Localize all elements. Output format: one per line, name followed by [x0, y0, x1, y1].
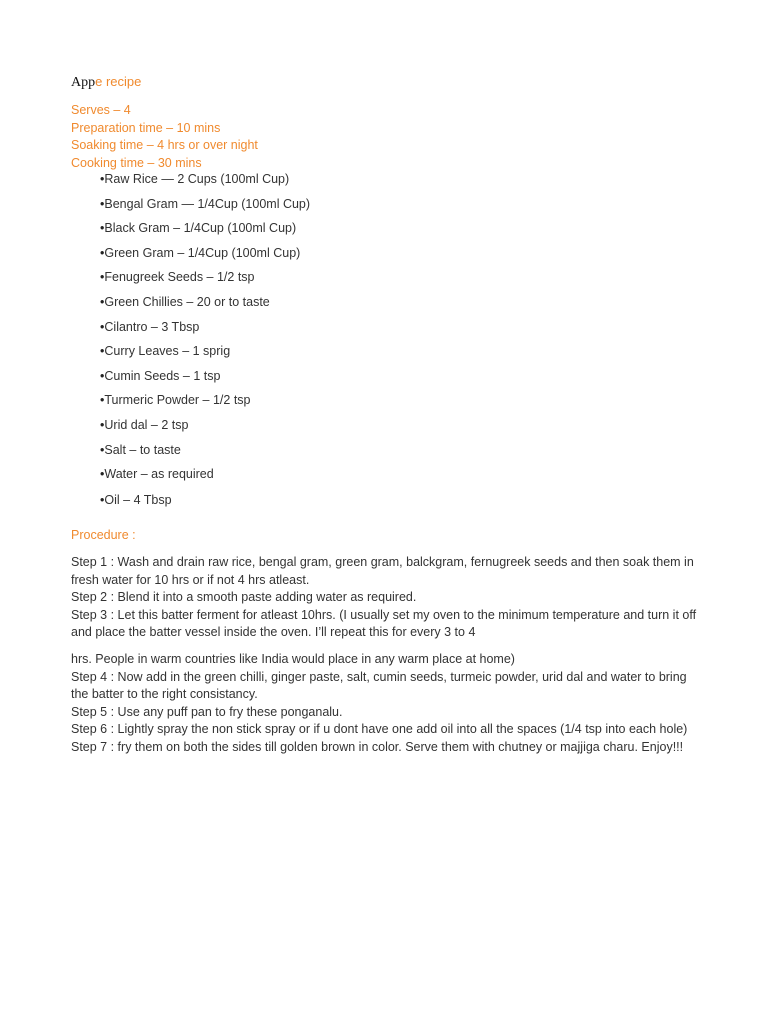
recipe-meta: [71, 102, 258, 172]
procedure-step-1: Step 1 : Wash and drain raw rice, bengal gram, green gram, balckgram, fernugreek seeds and then soak them in fresh water for 10 hrs or if not 4 hrs atleast.: [71, 555, 694, 587]
ingredient-text: Cilantro – 3 Tbsp: [104, 319, 200, 334]
procedure-steps-block-2: [71, 651, 701, 757]
bullet-icon: •: [100, 319, 105, 334]
bullet-icon: •: [100, 295, 105, 309]
ingredient-item: [100, 443, 181, 457]
ingredient-text: Water – as required: [104, 467, 214, 482]
procedure-step-7: Step 7 : fry them on both the sides till golden brown in color. Serve them with chutney or majjiga charu. Enjoy!!!: [71, 739, 684, 754]
bullet-icon: •: [100, 467, 105, 482]
procedure-step-5: Step 5 : Use any puff pan to fry these ponganalu.: [71, 704, 343, 719]
ingredient-text: Green Gram – 1/4Cup (100ml Cup): [104, 245, 301, 260]
bullet-icon: •: [100, 172, 105, 186]
ingredient-item: [100, 295, 270, 309]
procedure-step-3: Step 3 : Let this batter ferment for atleast 10hrs. (I usually set my oven to the minimum temperature and turn it off and place the batter vessel inside the oven. I’ll repeat this for every 3 to 4: [71, 607, 697, 640]
ingredient-text: Green Chillies – 20 or to taste: [104, 295, 270, 309]
ingredient-item: [100, 270, 255, 284]
bullet-icon: •: [100, 418, 105, 432]
procedure-step-3-continued: hrs. People in warm countries like India would place in any warm place at home): [71, 652, 515, 666]
ingredient-text: Urid dal – 2 tsp: [104, 418, 189, 432]
bullet-icon: •: [100, 245, 105, 260]
bullet-icon: •: [100, 493, 105, 507]
ingredient-text: Bengal Gram — 1/4Cup (100ml Cup): [104, 196, 311, 211]
ingredient-text: Raw Rice — 2 Cups (100ml Cup): [104, 172, 290, 186]
recipe-title: [71, 74, 141, 91]
serves-line: Serves – 4: [71, 103, 131, 117]
bullet-icon: •: [100, 442, 105, 457]
cooking-time-line: Cooking time – 30 mins: [71, 155, 202, 170]
ingredient-text: Salt – to taste: [104, 442, 181, 457]
procedure-step-6: Step 6 : Lightly spray the non stick spray or if u dont have one add oil into all the spaces (1/4 tsp into each hole): [71, 722, 688, 737]
ingredient-item: [100, 344, 230, 358]
ingredient-item: [100, 467, 214, 481]
ingredient-text: Fenugreek Seeds – 1/2 tsp: [104, 270, 255, 285]
ingredient-item: [100, 393, 251, 407]
ingredient-item: [100, 418, 188, 432]
ingredient-item: [100, 221, 296, 235]
ingredient-text: Black Gram – 1/4Cup (100ml Cup): [104, 221, 297, 236]
bullet-icon: •: [100, 393, 105, 408]
bullet-icon: •: [100, 368, 105, 383]
ingredient-item: [100, 320, 199, 334]
ingredient-text: Oil – 4 Tbsp: [104, 493, 172, 507]
bullet-icon: •: [100, 344, 105, 359]
ingredient-text: Curry Leaves – 1 sprig: [104, 344, 231, 359]
recipe-title-part1: App: [71, 75, 96, 90]
prep-time-line: Preparation time – 10 mins: [71, 120, 221, 135]
ingredient-item: [100, 197, 310, 211]
procedure-heading: Procedure :: [71, 528, 136, 542]
recipe-title-part2: e recipe: [95, 74, 142, 89]
bullet-icon: •: [100, 221, 105, 236]
soaking-time-line: Soaking time – 4 hrs or over night: [71, 138, 258, 153]
ingredient-text: Cumin Seeds – 1 tsp: [104, 368, 221, 383]
procedure-step-4: Step 4 : Now add in the green chilli, ginger paste, salt, cumin seeds, turmeic powder, urid dal and water to bring the batter to the right consistancy.: [71, 669, 687, 702]
procedure-steps-block-1: [71, 554, 701, 642]
procedure-step-2: Step 2 : Blend it into a smooth paste adding water as required.: [71, 590, 417, 605]
ingredient-item: [100, 493, 172, 507]
ingredient-item: [100, 172, 289, 186]
bullet-icon: •: [100, 270, 105, 285]
ingredient-item: [100, 246, 300, 260]
bullet-icon: •: [100, 196, 105, 211]
ingredient-item: [100, 369, 220, 383]
ingredient-text: Turmeric Powder – 1/2 tsp: [104, 393, 251, 408]
